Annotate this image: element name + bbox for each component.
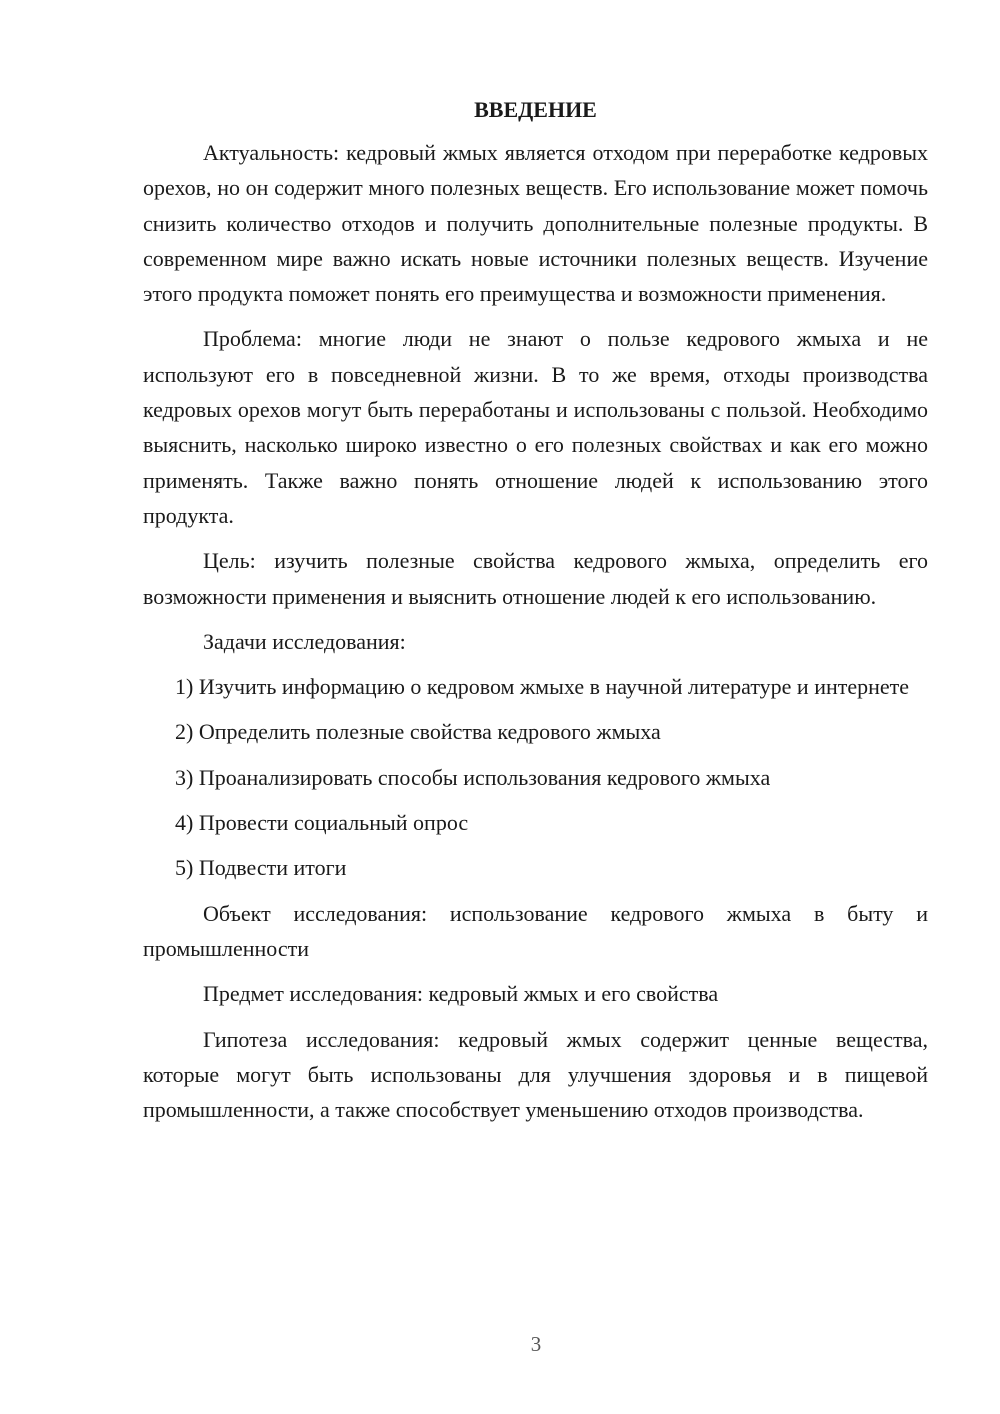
subject-paragraph: Предмет исследования: кедровый жмых и его свойства	[203, 981, 719, 1007]
section-title: ВВЕДЕНИЕ	[474, 97, 597, 122]
task-item-3: 3) Проанализировать способы использования кедрового жмыха	[175, 764, 771, 790]
problem-paragraph: Проблема: многие люди не знают о пользе кедрового жмыха и не используют его в повседневной жизни. В то же время, отходы производства кедровых орехов могут быть переработаны и использованы с пользой. Необходимо выяснить, насколько широко известно о его полезных свойствах и как его можно применять. Также важно понять отношение людей к использованию этого продукта.	[143, 326, 928, 528]
hypothesis-paragraph: Гипотеза исследования: кедровый жмых содержит ценные вещества, которые могут быть использованы для улучшения здоровья и в пищевой промышленности, а также способствует уменьшению отходов производства.	[143, 1026, 928, 1123]
goal-paragraph: Цель: изучить полезные свойства кедрового жмыха, определить его возможности применения и выяснить отношение людей к его использованию.	[143, 548, 928, 609]
task-item-4: 4) Провести социальный опрос	[175, 810, 469, 836]
document-page	[143, 92, 928, 1137]
object-paragraph: Объект исследования: использование кедрового жмыха в быту и промышленности	[143, 900, 928, 961]
page-number: 3	[530, 1332, 542, 1356]
relevance-paragraph: Актуальность: кедровый жмых является отходом при переработке кедровых орехов, но он содержит много полезных веществ. Его использование может помочь снизить количество отходов и получить дополнительные полезные продукты. В современном мире важно искать новые источники полезных веществ. Изучение этого продукта поможет понять его преимущества и возможности применения.	[143, 140, 928, 307]
task-item-1: 1) Изучить информацию о кедровом жмыхе в научной литературе и интернете	[175, 674, 910, 700]
task-item-2: 2) Определить полезные свойства кедрового жмыха	[175, 719, 661, 745]
tasks-heading: Задачи исследования:	[203, 628, 406, 654]
task-item-5: 5) Подвести итоги	[175, 855, 347, 881]
